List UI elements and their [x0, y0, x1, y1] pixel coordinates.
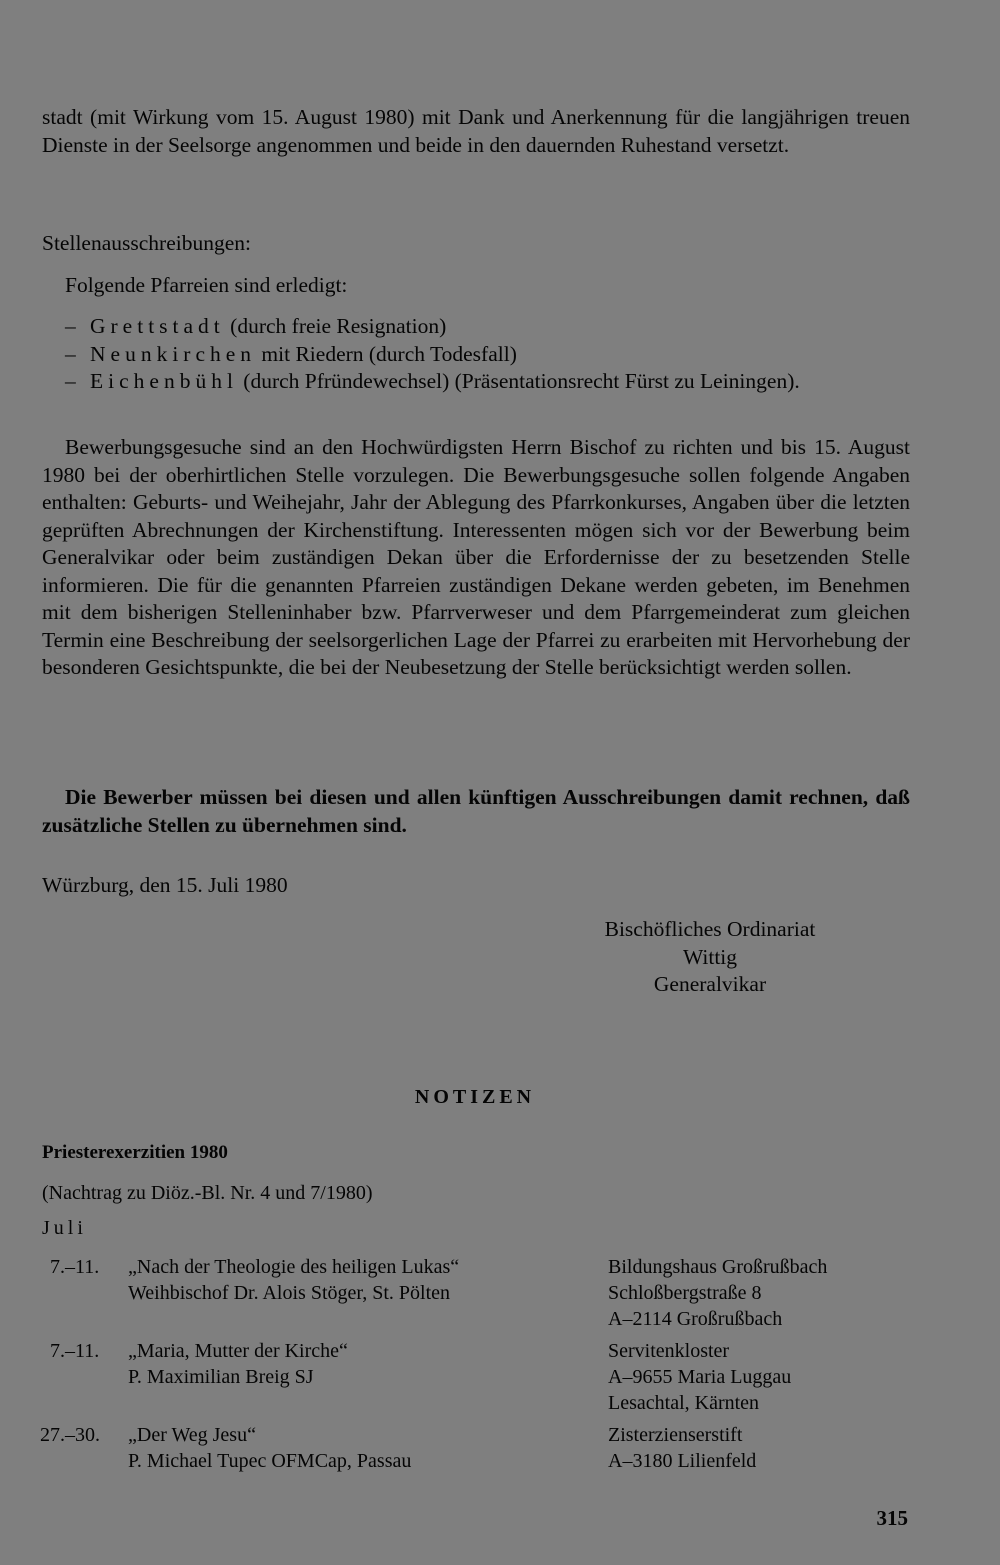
- retreat-place: [608, 1338, 918, 1416]
- application-paragraph: Bewerbungsgesuche sind an den Hochwürdigsten Herrn Bischof zu richten und bis 15. August 1980 bei der oberhirtlichen Stelle vorzulegen. Die Bewerbungsgesuche sollen folgende Angaben enthalten: Geburts- und Weihejahr, Jahr der Ablegung des Pfarrkonkurses, Angaben über die letzten geprüften Abrechnungen der Kirchenstiftung. Interessenten mögen sich vor der Bewerbung beim Generalvikar oder beim zuständigen Dekan über die Erfordernisse der zu besetzenden Stelle informieren. Die für die genannten Pfarreien zuständigen Dekane werden gebeten, im Benehmen mit dem bisherigen Stelleninhaber bzw. Pfarrverweser und dem Pfarrgemeinderat zum gleichen Termin eine Beschreibung der seelsorgerlichen Lage der Pfarrei zu erarbeiten mit Hervorhebung der besonderen Gesichtspunkte, die bei der Neubesetzung der Stelle berücksichtigt werden sollen.: [42, 435, 910, 679]
- vacancy-item: [65, 341, 910, 369]
- place-line: Lesachtal, Kärnten: [608, 1392, 760, 1414]
- retreats-title: Priesterexerzitien 1980: [42, 1142, 228, 1163]
- vacancy-list: [65, 313, 910, 396]
- intro-paragraph: stadt (mit Wirkung vom 15. August 1980) mit Dank und Anerkennung für die langjährigen treuen Dienste in der Seelsorge angenommen und beide in den dauernden Ruhestand versetzt.: [42, 105, 910, 157]
- place-line: Servitenkloster: [608, 1340, 730, 1362]
- place-line: Zisterzienserstift: [608, 1424, 743, 1446]
- signature-block: [560, 916, 860, 999]
- signature-title: Generalvikar: [653, 972, 767, 996]
- notizen-heading: NOTIZEN: [414, 1086, 536, 1108]
- list-dash: –: [65, 314, 76, 338]
- retreat-topic: [128, 1422, 598, 1474]
- place-line: Bildungshaus Großrußbach: [608, 1256, 828, 1278]
- retreat-topic: [128, 1338, 598, 1390]
- signature-name: Wittig: [682, 944, 738, 969]
- retreat-speaker: P. Michael Tupec OFMCap, Passau: [128, 1450, 412, 1472]
- signature-office: Bischöfliches Ordinariat: [604, 917, 816, 941]
- section-heading: Stellenausschreibungen:: [42, 231, 251, 255]
- retreat-date: 7.–11.: [50, 1256, 100, 1278]
- retreat-topic: [128, 1254, 598, 1306]
- retreat-speaker: Weihbischof Dr. Alois Stöger, St. Pölten: [128, 1282, 451, 1304]
- retreat-title: „Nach der Theologie des heiligen Lukas“: [128, 1256, 460, 1278]
- parish-detail: (durch freie Resignation): [230, 314, 447, 338]
- list-dash: –: [65, 369, 76, 393]
- parish-name: Grettstadt: [90, 314, 225, 338]
- page-number: 315: [876, 1506, 908, 1530]
- retreats-month: Juli: [42, 1217, 87, 1239]
- place-line: A–3180 Lilienfeld: [608, 1450, 757, 1472]
- place-line: Schloßbergstraße 8: [608, 1282, 762, 1304]
- parish-name: Eichenbühl: [90, 369, 238, 393]
- place-line: A–9655 Maria Luggau: [608, 1366, 792, 1388]
- parish-detail: (durch Pfründewechsel) (Präsentationsrecht Fürst zu Leiningen).: [243, 369, 800, 393]
- retreat-title: „Der Weg Jesu“: [128, 1424, 256, 1446]
- retreat-place: [608, 1422, 918, 1474]
- retreat-title: „Maria, Mutter der Kirche“: [128, 1340, 348, 1362]
- list-dash: –: [65, 341, 76, 366]
- place-line: A–2114 Großrußbach: [608, 1308, 783, 1330]
- parish-name: Neunkirchen: [90, 341, 257, 366]
- vacancies-heading: Folgende Pfarreien sind erledigt:: [65, 273, 348, 297]
- vacancy-item: [65, 368, 910, 396]
- vacancy-item: [65, 313, 910, 341]
- date-line: Würzburg, den 15. Juli 1980: [42, 873, 288, 897]
- bold-notice: Die Bewerber müssen bei diesen und allen künftigen Ausschreibungen damit rechnen, daß zusätzliche Stellen zu übernehmen sind.: [42, 785, 910, 837]
- retreat-date: 27.–30.: [40, 1424, 100, 1446]
- retreats-subtitle: (Nachtrag zu Diöz.-Bl. Nr. 4 und 7/1980): [42, 1182, 373, 1204]
- parish-detail: mit Riedern (durch Todesfall): [261, 341, 517, 366]
- retreat-place: [608, 1254, 918, 1332]
- retreat-date: 7.–11.: [50, 1340, 100, 1362]
- retreat-speaker: P. Maximilian Breig SJ: [128, 1366, 314, 1388]
